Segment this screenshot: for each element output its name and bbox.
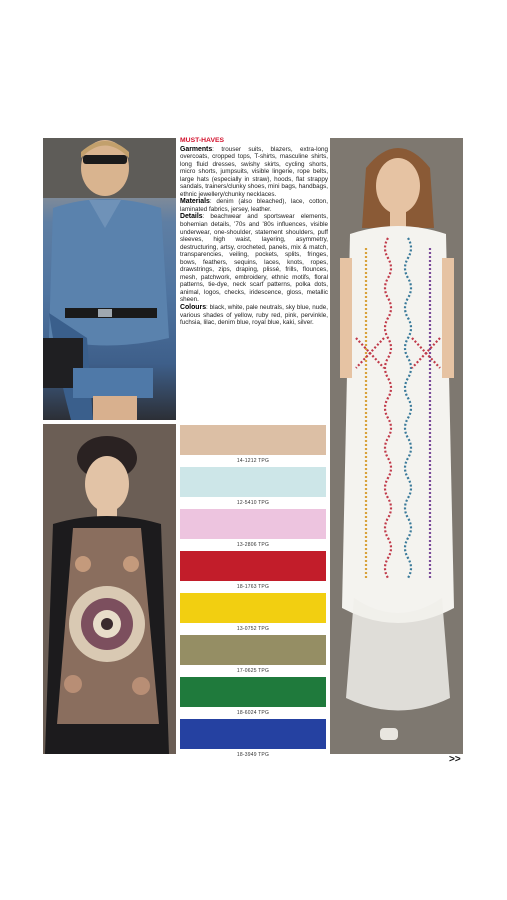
print-figure-illustration <box>43 424 176 754</box>
materials-label: Materials <box>180 198 210 206</box>
photo-printed-dress-look <box>43 424 176 754</box>
swatch-code: 14-1212 TPG <box>236 458 270 464</box>
details-text: : beachwear and sportswear elements, bohemian details, '70s and '80s influences, visible underwear, one-shoulder, statement shoulders, puff sleeves, high waist, layering, asymmetry, destructuring, artsy, crocheted, panels, mix & match, transparencies, veiling, pockets, splits, fringes, bows, feathers, sequins, laces, knots, ropes, drawstrings, zips, draping, plissé, frills, flounces, mesh, patchwork, embroidery, ethnic motifs, floral patterns, tie-dye, neck scarf patterns, polka dots, animal, logos, checks, iridescence, gloss, metallic sheen. <box>180 213 328 304</box>
swatch-chip <box>180 635 326 665</box>
swatch-code: 18-3949 TPG <box>236 752 270 758</box>
swatch-chip <box>180 509 326 539</box>
materials-paragraph <box>180 198 328 213</box>
garments-paragraph <box>180 146 328 199</box>
details-label: Details <box>180 213 203 221</box>
photo-denim-look <box>43 138 176 420</box>
materials-text: : denim (also bleached), lace, cotton, laminated fabrics, jersey, leather. <box>180 198 328 213</box>
photo-white-dress-look <box>330 138 463 754</box>
swatch-code: 13-0752 TPG <box>236 626 270 632</box>
swatch-chip <box>180 677 326 707</box>
garments-label: Garments <box>180 145 213 153</box>
colours-paragraph <box>180 304 328 327</box>
color-swatch <box>180 467 326 506</box>
color-swatch <box>180 509 326 548</box>
color-swatch <box>180 551 326 590</box>
color-swatch <box>180 425 326 464</box>
details-paragraph <box>180 213 328 304</box>
garments-text: : trouser suits, blazers, extra-long overcoats, cropped tops, T-shirts, masculine shirts, long fluid dresses, swishy skirts, cycling shorts, micro shorts, jumpsuits, visible lingerie, rope belts, large hats (especially in straw), hoods, flat strappy sandals, trainers/clunky shoes, mini bags, handbags, ethnic jewellery/chunky necklaces. <box>180 145 328 198</box>
swatch-code: 13-2806 TPG <box>236 542 270 548</box>
section-heading: MUST-HAVES <box>180 137 225 144</box>
color-swatch <box>180 635 326 674</box>
color-swatch <box>180 593 326 632</box>
swatch-code: 17-0625 TPG <box>236 668 270 674</box>
colours-label: Colours <box>180 304 207 312</box>
swatch-code: 12-5410 TPG <box>236 500 270 506</box>
denim-figure-illustration <box>43 138 176 420</box>
swatch-code: 18-6024 TPG <box>236 710 270 716</box>
white-dress-figure-illustration <box>330 138 463 754</box>
color-swatch <box>180 677 326 716</box>
must-haves-text-block <box>180 137 328 327</box>
next-page-button[interactable]: >> <box>449 754 461 765</box>
colours-text: : black, white, pale neutrals, sky blue, nude, various shades of yellow, ruby red, pink, pervinkle, fuchsia, lilac, denim blue, royal blue, kaki, silver. <box>180 304 328 327</box>
color-swatch <box>180 719 326 758</box>
swatch-chip <box>180 719 326 749</box>
swatch-chip <box>180 593 326 623</box>
swatch-chip <box>180 425 326 455</box>
swatch-chip <box>180 551 326 581</box>
swatch-chip <box>180 467 326 497</box>
swatch-code: 18-1763 TPG <box>236 584 270 590</box>
